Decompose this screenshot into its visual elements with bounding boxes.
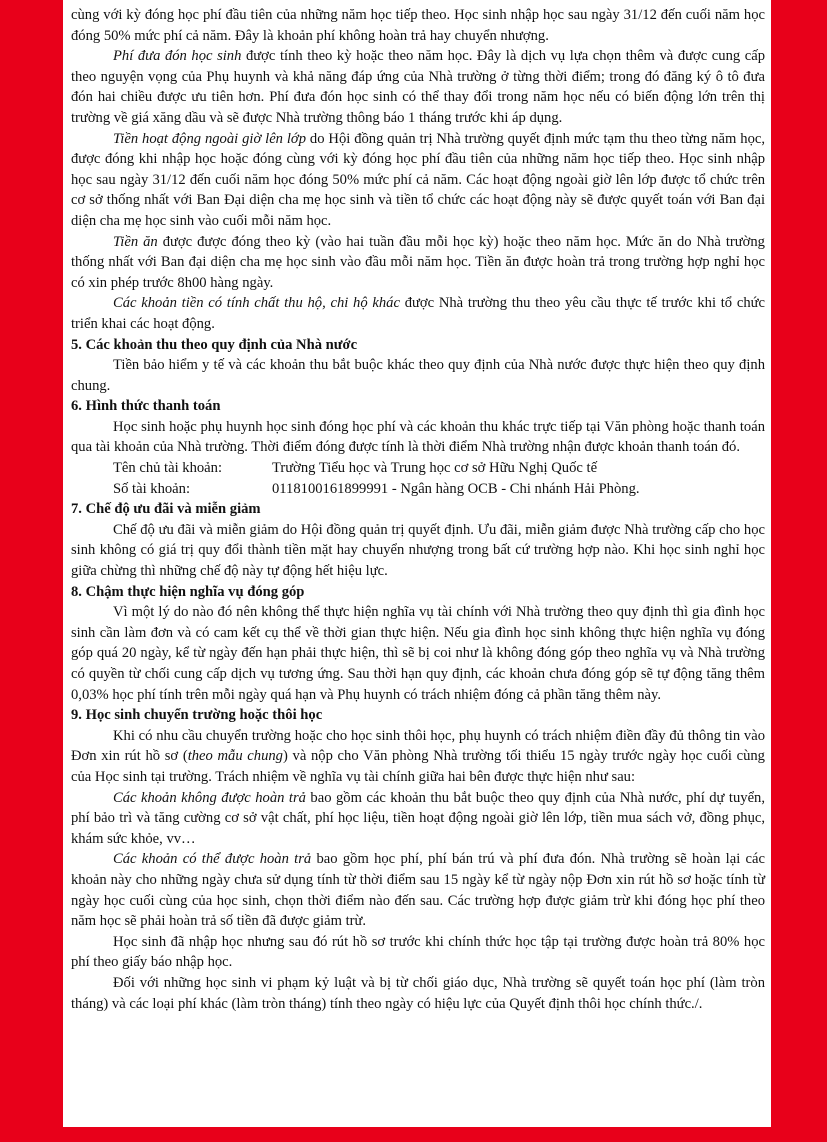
account-owner-label: Tên chủ tài khoản: (113, 460, 223, 477)
section-6-heading: 6. Hình thức thanh toán (71, 398, 221, 415)
document-body (63, 5, 771, 1014)
section-8-paragraph: Vì một lý do nào đó nên không thể thực hiện nghĩa vụ tài chính với Nhà trường theo quy định thì gia đình học sinh cần làm đơn và có cam kết cụ thể về thời gian thực hiện. Nếu gia đình học sinh không thực hiện nghĩa vụ đóng góp quá 20 ngày, kể từ ngày đến hạn phải thực hiện, thì sẽ bị coi như là không đóng góp theo nghĩa vụ và Nhà trường có quyền từ chối cung cấp dịch vụ tương ứng. Sau thời hạn quy định, các khoản chưa đóng góp sẽ tự động tăng thêm 0,03% học phí tính trên mỗi ngày quá hạn và Phụ huynh có trách nhiệm đóng cả phần tăng thêm này. (71, 604, 765, 703)
extracurricular-paragraph (71, 129, 765, 232)
meal-paragraph (71, 232, 765, 294)
bus-fee-term: Phí đưa đón học sinh (113, 48, 242, 65)
section-9-heading: 9. Học sinh chuyển trường hoặc thôi học (71, 707, 323, 724)
section-6-paragraph: Học sinh hoặc phụ huynh học sinh đóng học phí và các khoản thu khác trực tiếp tại Văn phòng hoặc thanh toán qua tài khoản của Nhà trường. Thời điểm đóng được tính là thời điểm Nhà trường nhận được khoản thanh toán đó. (71, 418, 765, 456)
non-refundable-text: bao gồm các khoản thu bắt buộc theo quy định của Nhà nước, phí dự tuyển, phí bảo trì và tăng cường cơ sở vật chất, phí học liệu, tiền hoạt động ngoài giờ lên lớp, tiền mua sách vở, đồng phục, khám sức khỏe, vv… (71, 789, 765, 847)
section-8-heading: 8. Chậm thực hiện nghĩa vụ đóng góp (71, 583, 305, 600)
account-number-label: Số tài khoản: (113, 480, 191, 497)
section-9-paragraph-1 (71, 726, 765, 788)
withdrawal-form-term: theo mẫu chung (187, 748, 283, 765)
bus-fee-text: được tính theo kỳ hoặc theo năm học. Đây là dịch vụ lựa chọn thêm và được cung cấp theo nguyện vọng của Phụ huynh và khả năng đáp ứng của Nhà trường ở từng thời điểm; trong đó đăng ký ô tô đưa đón hai chiều được ưu tiên hơn. Phí đưa đón học sinh có thể thay đổi trong năm học nếu có biến động lớn trên thị trường về giá xăng dầu và sẽ được Nhà trường thông báo 1 tháng trước khi áp dụng. (71, 48, 766, 126)
continued-paragraph: cùng với kỳ đóng học phí đầu tiên của những năm học tiếp theo. Học sinh nhập học sau ngày 31/12 đến cuối năm học đóng 50% mức phí cả năm. Đây là khoản phí không hoàn trả hay chuyển nhượng. (71, 7, 765, 44)
extracurricular-term: Tiền hoạt động ngoài giờ lên lớp (113, 130, 307, 147)
withdrawal-text-a: Khi có nhu cầu chuyển trường hoặc cho học sinh thôi học, phụ huynh có trách nhiệm điền đầy đủ thông tin vào Đơn xin rút hồ sơ ( (71, 727, 765, 765)
section-5-heading: 5. Các khoản thu theo quy định của Nhà nước (71, 336, 358, 353)
section-9-paragraph-2 (71, 788, 765, 850)
section-5-paragraph: Tiền bảo hiểm y tế và các khoản thu bắt buộc khác theo quy định của Nhà nước được thực hiện theo quy định chung. (71, 357, 765, 394)
bus-fee-paragraph (71, 46, 765, 128)
meal-term: Tiền ăn (113, 233, 158, 250)
refundable-term: Các khoản có thể được hoàn trả (113, 851, 312, 868)
withdrawal-text-b: ) và nộp cho Văn phòng Nhà trường tối thiểu 15 ngày trước ngày học cuối cùng của Học sinh tại trường. Trách nhiệm về nghĩa vụ tài chính giữa hai bên được thực hiện như sau: (71, 748, 765, 785)
collection-text: được Nhà trường thu theo yêu cầu thực tế trước khi tổ chức triển khai các hoạt động. (71, 295, 765, 332)
account-owner-row (71, 458, 765, 479)
document-page (63, 0, 771, 1127)
account-number-value: 0118100161899991 - Ngân hàng OCB - Chi nhánh Hải Phòng. (272, 480, 640, 497)
collection-term: Các khoản tiền có tính chất thu hộ, chi hộ khác (113, 295, 400, 312)
account-number-row (71, 479, 765, 500)
refundable-text: bao gồm học phí, phí bán trú và phí đưa đón. Nhà trường sẽ hoàn lại các khoản này cho những ngày chưa sử dụng tính từ thời điểm sau 15 ngày kể từ ngày nộp Đơn xin rút hồ sơ hoặc tính từ ngày học cuối cùng của học sinh, chọn thời điểm nào đến sau. Các trường hợp được giảm trừ khi đóng học phí theo năm học sẽ phải hoàn trả số tiền đã được giảm trừ. (71, 851, 765, 930)
section-9-paragraph-4: Học sinh đã nhập học nhưng sau đó rút hồ sơ trước khi chính thức học tập tại trường được hoàn trả 80% học phí theo giấy báo nhập học. (71, 933, 765, 971)
extracurricular-text: do Hội đồng quản trị Nhà trường quyết định mức tạm thu theo từng năm học, được đóng khi nhập học hoặc đóng cùng với kỳ đóng học phí đầu tiên của những năm học tiếp theo. Học sinh nhập học sau ngày 31/12 đến cuối năm học đóng 50% mức phí cả năm. Các hoạt động ngoài giờ lên lớp được tổ chức trên cơ sở thống nhất với Ban Đại diện cha mẹ học sinh và tiền tổ chức các hoạt động này sẽ được quyết toán với Ban đại diện cha mẹ học sinh vào cuối mỗi năm học. (71, 130, 765, 229)
section-7-paragraph: Chế độ ưu đãi và miễn giảm do Hội đồng quản trị quyết định. Ưu đãi, miễn giảm được Nhà trường cấp cho học sinh không có giá trị quy đổi thành tiền mặt hay chuyển nhượng trong bất cứ trường hợp nào. Khi học sinh nghỉ học giữa chừng thì những chế độ này tự động hết hiệu lực. (71, 521, 765, 580)
account-owner-value: Trường Tiểu học và Trung học cơ sở Hữu Nghị Quốc tế (272, 460, 598, 477)
non-refundable-term: Các khoản không được hoàn trả (113, 789, 306, 806)
section-7-heading: 7. Chế độ ưu đãi và miễn giảm (71, 501, 261, 518)
collection-paragraph (71, 293, 765, 334)
section-9-paragraph-3 (71, 849, 765, 931)
meal-text: được được đóng theo kỳ (vào hai tuần đầu mỗi học kỳ) hoặc theo năm học. Mức ăn do Nhà trường thống nhất với Ban đại diện cha mẹ học sinh vào đầu mỗi năm học. Tiền ăn được hoàn trả trong trường hợp nghỉ học có xin phép trước 8h00 hàng ngày. (71, 233, 765, 291)
section-9-paragraph-5: Đối với những học sinh vi phạm kỷ luật và bị từ chối giáo dục, Nhà trường sẽ quyết toán học phí (làm tròn tháng) và các loại phí khác (làm tròn tháng) tính theo ngày có hiệu lực của Quyết định thôi học chính thức./. (71, 974, 765, 1012)
